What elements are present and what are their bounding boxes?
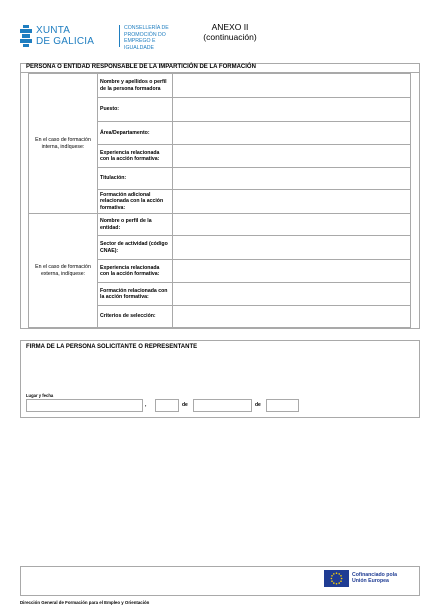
field-label: Nombre o perfil de la entidad: xyxy=(98,214,173,236)
table-row xyxy=(29,214,411,236)
additional-training-input[interactable] xyxy=(173,190,411,214)
internal-group-label: En el caso de formación interna, indíquese: xyxy=(29,74,98,214)
department-name xyxy=(124,25,185,51)
eu-cofunding-text xyxy=(352,572,397,585)
trainer-section-title: PERSONA O ENTIDAD RESPONSABLE DE LA IMPARTICIÓN DE LA FORMACIÓN xyxy=(26,64,256,70)
field-label: Experiencia relacionada con la acción formativa: xyxy=(98,145,173,168)
activity-sector-input[interactable] xyxy=(173,236,411,260)
xunta-logo xyxy=(20,24,185,50)
field-label: Sector de actividad (código CNAE): xyxy=(98,236,173,260)
table-row xyxy=(29,74,411,98)
eu-line2: Unión Europea xyxy=(352,578,389,585)
year-input[interactable] xyxy=(266,399,299,412)
annex-subtitle: (continuación) xyxy=(203,32,257,42)
position-input[interactable] xyxy=(173,98,411,122)
selection-criteria-input[interactable] xyxy=(173,306,411,328)
external-group-label: En el caso de formación externa, indíquese: xyxy=(29,214,98,328)
field-label: Formación adicional relacionada con la acción formativa: xyxy=(98,190,173,214)
internal-experience-input[interactable] xyxy=(173,145,411,168)
eu-flag-icon xyxy=(324,570,349,587)
eu-cofunding-logo xyxy=(324,570,416,589)
dept-line1: CONSELLERÍA DE xyxy=(124,25,169,31)
day-input[interactable] xyxy=(155,399,179,412)
footer-note: Dirección General de Formación para el Empleo y Orientación xyxy=(20,600,150,605)
logo-divider xyxy=(119,25,120,47)
field-label: Nombre y apellidos o perfil de la persona formadora xyxy=(98,74,173,98)
place-date-label: Lugar y fecha xyxy=(26,393,54,398)
de-separator: de xyxy=(182,402,188,408)
xunta-wordmark xyxy=(36,25,94,47)
field-label: Formación relacionada con la acción formativa: xyxy=(98,283,173,306)
annex-title: ANEXO II xyxy=(211,22,249,32)
external-experience-input[interactable] xyxy=(173,260,411,283)
signature-section-title: FIRMA DE LA PERSONA SOLICITANTE O REPRESENTANTE xyxy=(26,344,198,350)
xunta-emblem-icon xyxy=(20,25,32,47)
degree-input[interactable] xyxy=(173,168,411,190)
trainer-table xyxy=(28,73,411,328)
external-training-input[interactable] xyxy=(173,283,411,306)
field-label: Criterios de selección: xyxy=(98,306,173,328)
eu-line1: Cofinanciado pola xyxy=(352,572,397,578)
field-label: Experiencia relacionada con la acción formativa: xyxy=(98,260,173,283)
dept-line3: EMPREGO E IGUALDADE xyxy=(124,38,156,51)
logo-line1: XUNTA xyxy=(36,25,71,36)
trainer-name-input[interactable] xyxy=(173,74,411,98)
place-input[interactable] xyxy=(26,399,143,412)
entity-name-input[interactable] xyxy=(173,214,411,236)
month-input[interactable] xyxy=(193,399,252,412)
department-input[interactable] xyxy=(173,122,411,145)
dept-line2: PROMOCIÓN DO xyxy=(124,31,166,38)
field-label: Titulación: xyxy=(98,168,173,190)
field-label: Área/Departamento: xyxy=(98,122,173,145)
comma-separator: , xyxy=(145,402,147,408)
field-label: Puesto: xyxy=(98,98,173,122)
logo-line2: DE GALICIA xyxy=(36,36,95,47)
de-separator: de xyxy=(255,402,261,408)
annex-heading xyxy=(190,22,270,42)
